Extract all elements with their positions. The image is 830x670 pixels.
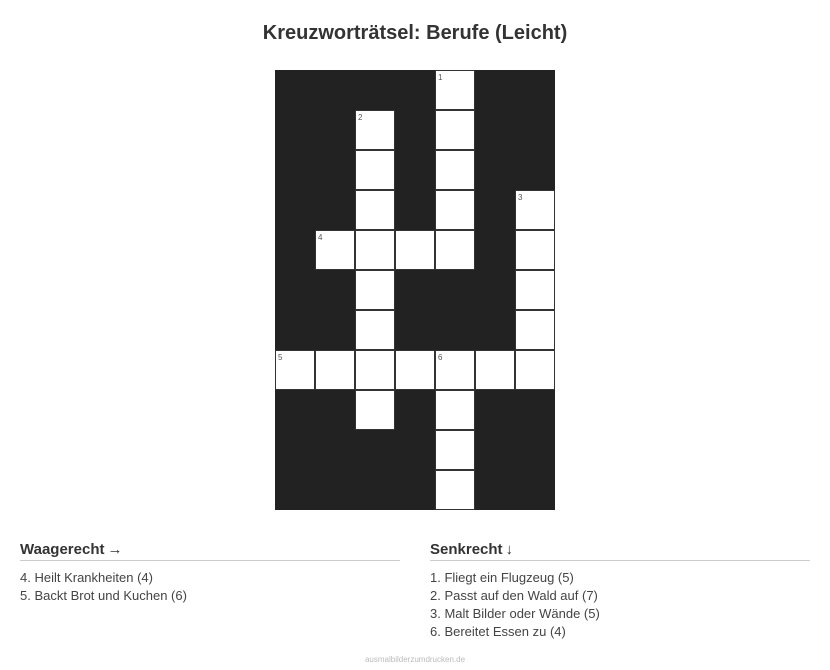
grid-cell[interactable]	[395, 350, 435, 390]
grid-cell[interactable]	[355, 190, 395, 230]
grid-cell[interactable]	[435, 350, 475, 390]
grid-cell[interactable]	[515, 230, 555, 270]
cell-number: 6	[438, 353, 443, 362]
grid-cell[interactable]	[475, 350, 515, 390]
arrow-down-icon: ↓	[505, 541, 514, 558]
across-clue: 4. Heilt Krankheiten (4)	[20, 570, 153, 585]
down-clue: 2. Passt auf den Wald auf (7)	[430, 588, 598, 603]
cell-number: 1	[438, 73, 443, 82]
grid-cell[interactable]	[435, 390, 475, 430]
grid-cell[interactable]	[515, 270, 555, 310]
cell-number: 4	[318, 233, 323, 242]
grid-cell[interactable]	[515, 310, 555, 350]
grid-cell[interactable]	[275, 350, 315, 390]
crossword-grid	[275, 70, 555, 510]
grid-cell[interactable]	[355, 310, 395, 350]
down-heading-label: Senkrecht	[430, 541, 503, 558]
down-clue: 1. Fliegt ein Flugzeug (5)	[430, 570, 574, 585]
grid-cell[interactable]	[435, 470, 475, 510]
footer-credit: ausmalbilderzumdrucken.de	[364, 655, 466, 664]
grid-cell[interactable]	[355, 350, 395, 390]
down-clue-list	[430, 569, 810, 641]
grid-cell[interactable]	[355, 230, 395, 270]
down-clues	[430, 540, 810, 641]
grid-cell[interactable]	[515, 190, 555, 230]
cell-number: 2	[358, 113, 363, 122]
grid-cell[interactable]	[355, 270, 395, 310]
across-clue: 5. Backt Brot und Kuchen (6)	[20, 588, 187, 603]
grid-cell[interactable]	[355, 390, 395, 430]
grid-cell[interactable]	[435, 150, 475, 190]
across-heading-label: Waagerecht	[20, 541, 105, 558]
grid-cell[interactable]	[315, 230, 355, 270]
across-heading	[20, 540, 400, 561]
grid-cell[interactable]	[315, 350, 355, 390]
grid-cell[interactable]	[355, 110, 395, 150]
grid-cell[interactable]	[435, 230, 475, 270]
page-title: Kreuzworträtsel: Berufe (Leicht)	[262, 22, 568, 44]
arrow-right-icon: →	[107, 541, 123, 558]
cell-number: 3	[518, 193, 523, 202]
grid-cell[interactable]	[435, 70, 475, 110]
down-clue: 6. Bereitet Essen zu (4)	[430, 624, 566, 639]
grid-cell[interactable]	[435, 190, 475, 230]
down-clue: 3. Malt Bilder oder Wände (5)	[430, 606, 600, 621]
grid-cell[interactable]	[355, 150, 395, 190]
down-heading	[430, 540, 810, 561]
cell-number: 5	[278, 353, 283, 362]
grid-cell[interactable]	[435, 430, 475, 470]
grid-cell[interactable]	[395, 230, 435, 270]
grid-cell[interactable]	[435, 110, 475, 150]
grid-cell[interactable]	[515, 350, 555, 390]
across-clue-list	[20, 569, 400, 605]
across-clues	[20, 540, 400, 605]
